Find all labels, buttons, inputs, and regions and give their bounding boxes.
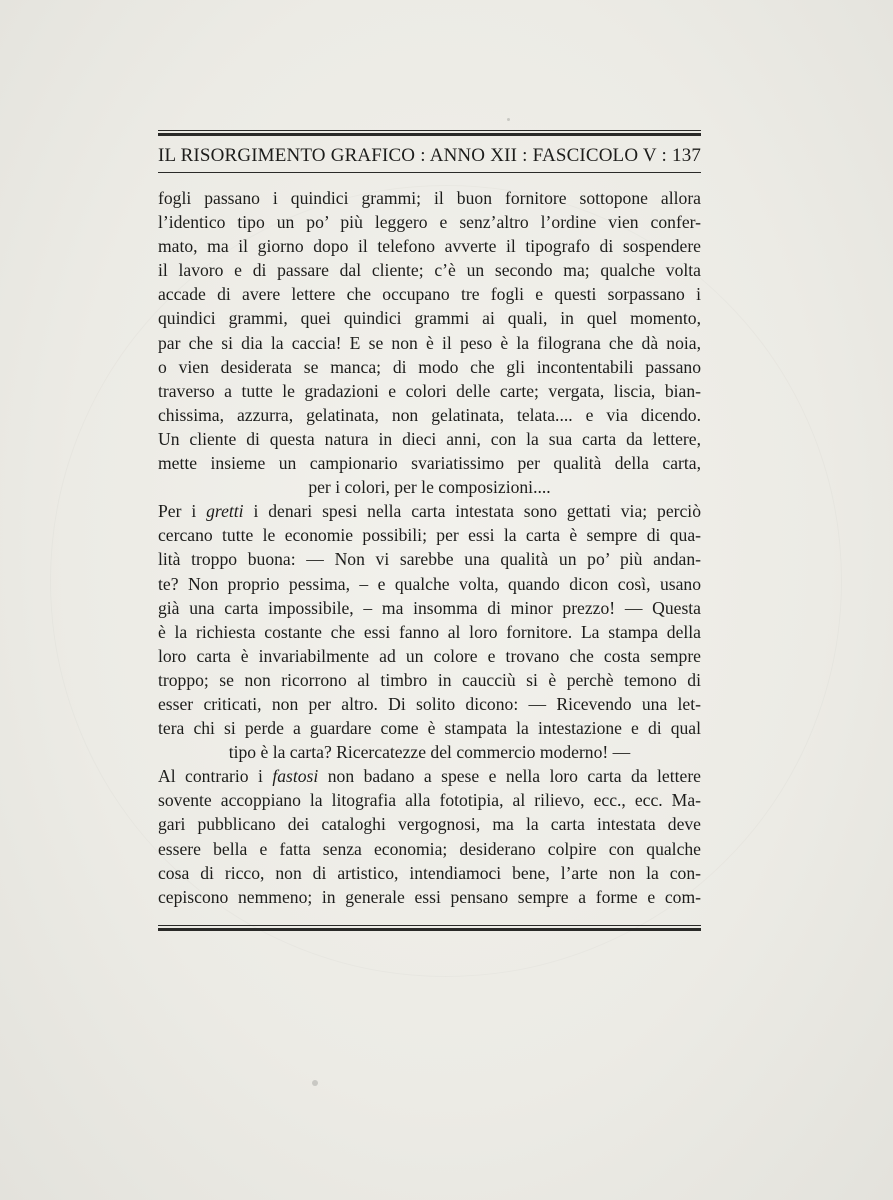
text-line: chissima, azzurra, gelatinata, non gelatinata, telata.... e via dicendo. xyxy=(158,404,701,425)
text-line: fogli passano i quindici grammi; il buon fornitore sottopone allora xyxy=(158,188,701,208)
text-line-closing: per i colori, per le composizioni.... xyxy=(308,477,551,498)
text-line: quindici grammi, quei quindici grammi ai quali, in quel momento, xyxy=(158,308,701,329)
speck xyxy=(312,1080,318,1086)
text-line: par che si dia la caccia! E se non è il peso è la filograna che dà noia, xyxy=(158,332,701,353)
text-line: troppo; se non ricorrono al timbro in caucciù si è perchè temono di xyxy=(158,669,701,690)
text-run: Per i xyxy=(158,501,207,522)
text-line: o vien desiderata se manca; di modo che gli incontentabili passano xyxy=(158,356,701,377)
text-line: sovente accoppiano la litografia alla fototipia, al rilievo, ecc., ecc. Ma- xyxy=(158,790,701,811)
text-line: loro carta è invariabilmente ad un colore e trovano che costa sempre xyxy=(158,645,701,666)
text-line: già una carta impossibile, – ma insomma di minor prezzo! — Questa xyxy=(158,597,701,618)
text-line: cepiscono nemmeno; in generale essi pensano sempre a forme e com- xyxy=(158,886,701,907)
speck xyxy=(507,118,510,121)
header-rule-top xyxy=(158,130,701,136)
text-line: accade di avere lettere che occupano tre fogli e questi sorpassano i xyxy=(158,284,701,305)
text-line: è la richiesta costante che essi fanno al loro fornitore. La stampa della xyxy=(158,621,701,642)
text-run: i denari spesi nella carta intestata sono gettati via; perciò xyxy=(243,501,701,522)
italic-term: gretti xyxy=(206,501,244,522)
footer-rule xyxy=(158,925,701,931)
text-line: traverso a tutte le gradazioni e colori delle carte; vergata, liscia, bian- xyxy=(158,380,701,401)
running-header: IL RISORGIMENTO GRAFICO : ANNO XII : FASCICOLO V : 137 xyxy=(158,145,701,166)
text-line: te? Non proprio pessima, – e qualche volta, quando dicon così, usano xyxy=(158,573,701,594)
text-line: tera chi si perde a guardare come è stampata la intestazione e di qual xyxy=(158,718,701,739)
text-line: esser criticati, non per altro. Di solito dicono: — Ricevendo una let- xyxy=(158,693,701,714)
italic-term: fastosi xyxy=(272,766,319,787)
text-line: lità troppo buona: — Non vi sarebbe una qualità un po’ più andan- xyxy=(158,549,701,570)
text-line-closing: tipo è la carta? Ricercatezze del commercio moderno! — xyxy=(228,742,631,763)
text-run: non badano a spese e nella loro carta da lettere xyxy=(318,766,701,787)
text-line: cosa di ricco, non di artistico, intendiamoci bene, l’arte non la con- xyxy=(158,862,701,883)
text-line: l’identico tipo un po’ più leggero e senz’altro l’ordine vien confer- xyxy=(158,212,701,233)
body-text xyxy=(158,186,701,909)
text-run: Al contrario i xyxy=(158,766,273,787)
text-line-opening xyxy=(158,764,701,788)
text-line: cercano tutte le economie possibili; per essi la carta è sempre di qua- xyxy=(158,525,701,546)
text-line: gari pubblicano dei cataloghi vergognosi, ma la carta intestata deve xyxy=(158,814,701,835)
text-line: mato, ma il giorno dopo il telefono avverte il tipografo di sospendere xyxy=(158,236,701,257)
text-line: il lavoro e di passare dal cliente; c’è un secondo ma; qualche volta xyxy=(158,260,701,281)
text-line: mette insieme un campionario svariatissimo per qualità della carta, xyxy=(158,453,701,474)
header-rule-bottom xyxy=(158,172,701,173)
text-line-opening xyxy=(158,499,701,523)
text-line: essere bella e fatta senza economia; desiderano colpire con qualche xyxy=(158,838,701,859)
text-line: Un cliente di questa natura in dieci anni, con la sua carta da lettere, xyxy=(158,428,701,449)
